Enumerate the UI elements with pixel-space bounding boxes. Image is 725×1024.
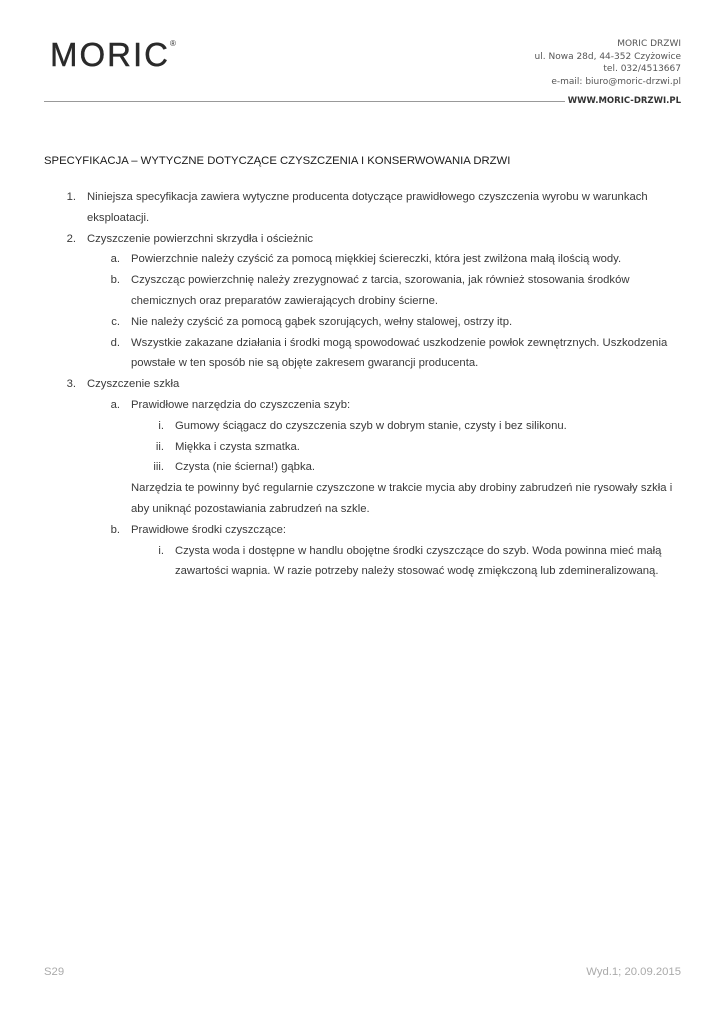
list-text: Czyszczenie szkła — [87, 378, 180, 391]
list-item — [0, 374, 725, 395]
version-date: Wyd.1; 20.09.2015 — [586, 966, 681, 978]
sub-sub-list-item — [0, 416, 725, 437]
list-item — [0, 229, 725, 250]
list-text: Gumowy ściągacz do czyszczenia szyb w dobrym stanie, czysty i bez silikonu. — [175, 419, 567, 432]
list-text: Czyszcząc powierzchnię należy zrezygnować z tarcia, szorowania, jak również stosowania środków chemicznych oraz preparatów zawierających drobiny ścierne. — [131, 274, 630, 307]
company-website: WWW.MORIC-DRZWI.PL — [567, 96, 681, 106]
list-text: Niniejsza specyfikacja zawiera wytyczne producenta dotyczące prawidłowego czyszczenia wyrobu w warunkach eksploatacji. — [87, 191, 648, 224]
list-roman: ii. — [155, 440, 164, 453]
company-address: ul. Nowa 28d, 44-352 Czyżowice — [534, 51, 681, 62]
list-letter: b. — [110, 523, 120, 536]
list-letter: c. — [111, 315, 120, 328]
sub-list-item — [0, 270, 725, 312]
list-letter: b. — [110, 274, 120, 287]
list-letter: a. — [110, 398, 120, 411]
company-email: e-mail: biuro@moric-drzwi.pl — [551, 76, 681, 87]
sub-list-item — [0, 312, 725, 333]
document-body — [0, 187, 725, 582]
registered-mark: ® — [170, 39, 176, 48]
sub-sub-list-item — [0, 541, 725, 583]
list-number: 3. — [66, 378, 76, 391]
list-item — [0, 187, 725, 229]
list-number: 2. — [66, 232, 76, 245]
list-roman: i. — [158, 544, 164, 557]
sub-sub-list-item — [0, 437, 725, 458]
company-phone: tel. 032/4513667 — [603, 64, 681, 74]
list-letter: a. — [110, 253, 120, 266]
list-text: Nie należy czyścić za pomocą gąbek szorujących, wełny stalowej, ostrzy itp. — [131, 315, 513, 328]
list-text: Powierzchnie należy czyścić za pomocą miękkiej ściereczki, która jest zwilżona małą ilością wody. — [131, 253, 622, 266]
company-logo — [50, 38, 176, 71]
sub-list-item — [0, 249, 725, 270]
page-code: S29 — [44, 966, 65, 978]
contact-block — [535, 38, 681, 88]
list-roman: i. — [158, 419, 164, 432]
logo-text: MORIC — [50, 36, 170, 73]
list-text: Czyszczenie powierzchni skrzydła i ościeżnic — [87, 232, 314, 245]
sub-list-item — [0, 395, 725, 416]
sub-sub-list-item — [0, 457, 725, 478]
document-title: SPECYFIKACJA – WYTYCZNE DOTYCZĄCE CZYSZCZENIA I KONSERWOWANIA DRZWI — [44, 155, 511, 167]
list-letter: d. — [110, 336, 120, 349]
list-number: 1. — [66, 191, 76, 203]
header-divider — [44, 101, 565, 102]
list-text: Wszystkie zakazane działania i środki mogą spowodować uszkodzenie powłok zewnętrznych. Uszkodzenia powstałe w ten sposób nie są objęte zakresem gwarancji producenta. — [131, 336, 668, 370]
list-text: Czysta woda i dostępne w handlu obojętne środki czyszczące do szyb. Woda powinna mieć małą zawartości wapnia. W razie potrzeby należy stosować wodę zmiękczoną lub zdemineralizowaną. — [175, 544, 662, 578]
tools-note: Narzędzia te powinny być regularnie czyszczone w trakcie mycia aby drobiny zabrudzeń nie rysowały szkła i aby uniknąć pozostawiania zabrudzeń na szkle. — [131, 482, 673, 515]
sub-list-item — [0, 520, 725, 541]
list-roman: iii. — [153, 461, 164, 474]
list-text: Prawidłowe środki czyszczące: — [131, 523, 287, 536]
list-text: Miękka i czysta szmatka. — [175, 440, 300, 453]
sub-list-item — [0, 333, 725, 375]
company-name: MORIC DRZWI — [617, 39, 681, 49]
list-text: Czysta (nie ścierna!) gąbka. — [175, 461, 316, 474]
list-text: Prawidłowe narzędzia do czyszczenia szyb: — [131, 398, 351, 411]
